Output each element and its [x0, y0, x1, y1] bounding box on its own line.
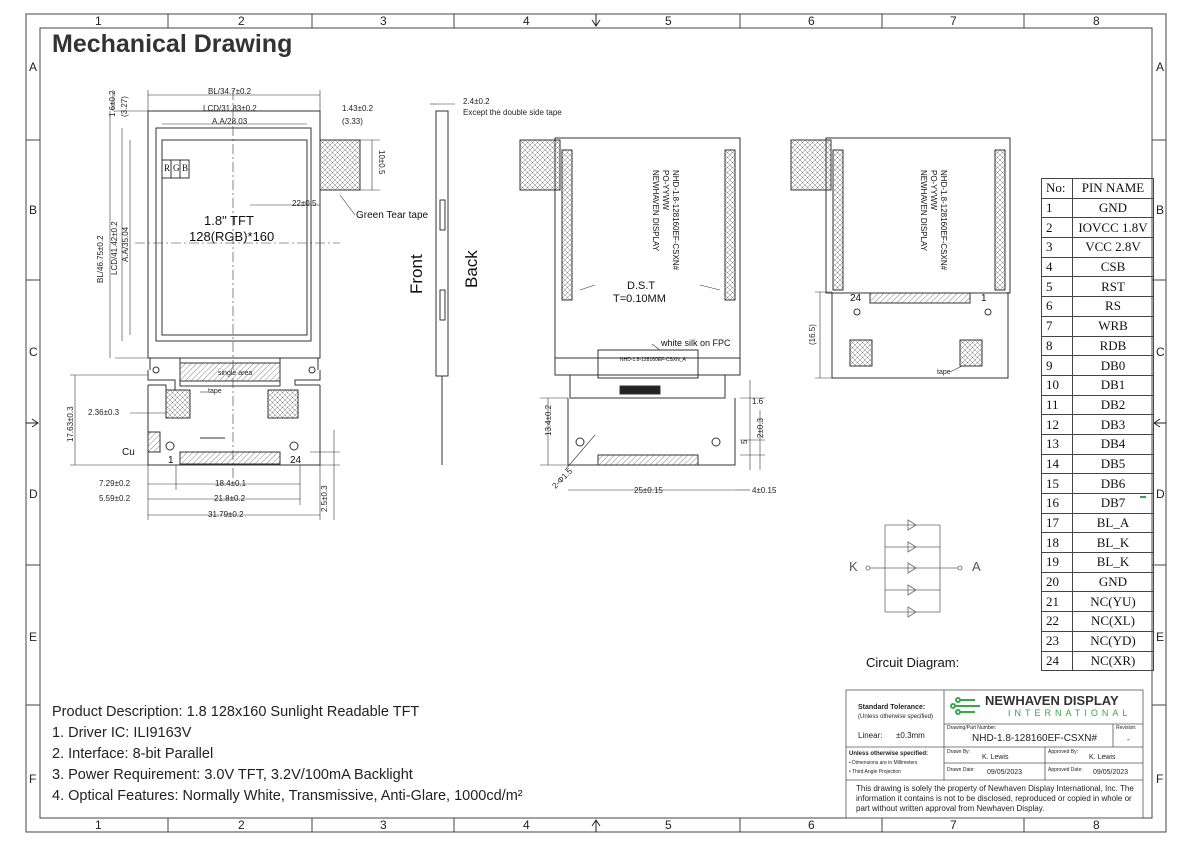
dim-aa-height: A.A/35.04 — [121, 226, 130, 262]
dim-back-h1: 13.4±0.2 — [544, 404, 553, 436]
dim-hole: 2-Φ1.5 — [550, 466, 575, 491]
dim-back-w1: 25±0.15 — [634, 486, 663, 495]
circuit-a-label: A — [972, 559, 981, 574]
approved-by: K. Lewis — [1089, 754, 1116, 761]
ownership-notice: This drawing is solely the property of Newhaven Display International, Inc. The information it contains is not to be disclosed, reproduced or copied in whole or part without written approval from Newhaven Display. — [856, 784, 1134, 813]
row-label: A — [29, 60, 38, 74]
col-label: 6 — [808, 818, 815, 832]
pin-name: NC(XL) — [1073, 612, 1154, 632]
row-label: C — [29, 345, 38, 359]
description-item: 4. Optical Features: Normally White, Transmissive, Anti-Glare, 1000cd/m² — [52, 788, 523, 804]
dim-back-v2: 5 — [740, 439, 749, 444]
rgb-g: G — [173, 163, 180, 173]
col-label: 2 — [238, 818, 245, 832]
std-tolerance-note: (Unless otherwise specified) — [858, 714, 934, 720]
description-item: 3. Power Requirement: 3.0V TFT, 3.2V/100mA Backlight — [52, 767, 413, 783]
dim-right-offset: 1.43±0.2 — [342, 104, 374, 113]
row-label: C — [1156, 345, 1165, 359]
pin-1-label: 1 — [168, 455, 174, 466]
pin-number: 17 — [1042, 513, 1073, 533]
back2-dim: (16.5) — [808, 324, 817, 345]
back-label: Back — [462, 250, 481, 288]
dim-lcd-height: LCD/41.42±0.2 — [110, 221, 119, 275]
pin-name: BL_A — [1073, 513, 1154, 533]
pin-number: 5 — [1042, 277, 1073, 297]
pin-number: 6 — [1042, 297, 1073, 317]
description-item: 1. Driver IC: ILI9163V — [52, 725, 192, 741]
rgb-r: R — [164, 163, 171, 173]
drawing-number: NHD-1.8-128160EF-CSXN# — [972, 733, 1098, 744]
dim-d6: 2.5±0.3 — [320, 485, 329, 512]
dim-top-offset: 1.6±0.2 — [108, 90, 117, 117]
col-label: 5 — [665, 14, 672, 28]
pin-name: DB0 — [1073, 356, 1154, 376]
pin-name: BL_K — [1073, 553, 1154, 573]
pin-number: 4 — [1042, 257, 1073, 277]
back-brand: NEWHAVEN DISPLAY — [651, 170, 660, 252]
pin-name: IOVCC 1.8V — [1073, 218, 1154, 238]
dim-fpc-height: 17.63±0.3 — [66, 406, 75, 442]
back-po: PO-YYWW — [661, 170, 670, 210]
pin-number: 14 — [1042, 454, 1073, 474]
row-label: B — [29, 203, 38, 217]
pin-number: 7 — [1042, 316, 1073, 336]
green-tape-label: Green Tear tape — [356, 210, 429, 221]
dim-bl-height: BL/46.75±0.2 — [96, 235, 105, 283]
pin-name: BL_K — [1073, 533, 1154, 553]
col-label: 8 — [1093, 14, 1100, 28]
circuit-diagram-label: Circuit Diagram: — [866, 655, 960, 670]
row-label: A — [1156, 60, 1165, 74]
back-part: NHD-1.8-128160EF-CSXN# — [671, 170, 680, 271]
approved-date-label: Approved Date: — [1048, 767, 1083, 773]
cu-label: Cu — [122, 447, 135, 458]
description-item: 2. Interface: 8-bit Parallel — [52, 746, 214, 762]
pin-name: RST — [1073, 277, 1154, 297]
row-label: F — [29, 772, 37, 786]
circuit-k-label: K — [849, 559, 858, 574]
revision-label: Revision: — [1116, 725, 1137, 731]
row-label: E — [1156, 630, 1165, 644]
unless-specified-label: Unless otherwise specified: — [849, 751, 929, 757]
col-label: 7 — [950, 14, 957, 28]
pin-name: DB1 — [1073, 375, 1154, 395]
dim-right-offset2: (3.33) — [342, 117, 363, 126]
dim-d3: 5.59±0.2 — [99, 494, 131, 503]
dim-d4: 21.8±0.2 — [214, 494, 246, 503]
pin-name: DB3 — [1073, 415, 1154, 435]
dim-back-v1: 1.6 — [752, 397, 764, 406]
pin-name: CSB — [1073, 257, 1154, 277]
linear-label: Linear: — [858, 731, 883, 740]
dim-bl-width: BL/34.7±0.2 — [208, 87, 252, 96]
dim-top-offset2: (3.27) — [120, 96, 129, 117]
std-tolerance-label: Standard Tolerance: — [858, 704, 926, 711]
row-label: D — [29, 487, 38, 501]
dim-d1: 7.29±0.2 — [99, 479, 131, 488]
col-label: 4 — [523, 14, 530, 28]
col-label: 1 — [95, 818, 102, 832]
pin-name: DB2 — [1073, 395, 1154, 415]
dim-tape-offset: 2.36±0.3 — [88, 408, 120, 417]
silk-text: NHD-1.8-128160EF-CSXN_A — [620, 357, 686, 363]
pin-name: DB6 — [1073, 474, 1154, 494]
front-label: Front — [407, 254, 426, 294]
units-note: • Dimensions are in Millimeters — [849, 760, 918, 766]
single-area-label: single area — [218, 370, 253, 377]
dim-d5: 31.79±0.2 — [208, 510, 244, 519]
dim-tape-width: 22±0.5 — [292, 199, 317, 208]
col-label: 3 — [380, 818, 387, 832]
projection-note: • Third Angle Projection — [849, 769, 901, 775]
pin-name: VCC 2.8V — [1073, 238, 1154, 258]
pin-name: GND — [1073, 198, 1154, 218]
pin-24-label: 24 — [290, 455, 302, 466]
drawn-by: K. Lewis — [982, 754, 1009, 761]
pin-number: 21 — [1042, 592, 1073, 612]
pin-number: 24 — [1042, 651, 1073, 671]
pin-number: 20 — [1042, 572, 1073, 592]
approved-date: 09/05/2023 — [1093, 769, 1129, 776]
pin-name: WRB — [1073, 316, 1154, 336]
panel-size-label: 1.8" TFT — [204, 213, 254, 228]
pin-number: 12 — [1042, 415, 1073, 435]
col-label: 5 — [665, 818, 672, 832]
white-silk-label: white silk on FPC — [661, 338, 731, 348]
company-logo-text: NEWHAVEN DISPLAY — [985, 693, 1119, 708]
panel-resolution-label: 128(RGB)*160 — [189, 229, 275, 244]
pin-name: RS — [1073, 297, 1154, 317]
dim-lcd-width: LCD/31.83±0.2 — [203, 104, 257, 113]
page-title: Mechanical Drawing — [52, 30, 293, 58]
pin-number: 8 — [1042, 336, 1073, 356]
back2-tape-label: tape — [937, 369, 951, 376]
row-label: E — [29, 630, 38, 644]
linear-value: ±0.3mm — [896, 731, 925, 740]
dim-back-w2: 4±0.15 — [752, 486, 777, 495]
drawn-date: 09/05/2023 — [987, 769, 1023, 776]
pin-number: 11 — [1042, 395, 1073, 415]
col-label: 7 — [950, 818, 957, 832]
row-label: F — [1156, 772, 1164, 786]
col-label: 2 — [238, 14, 245, 28]
pin-no-header: No: — [1042, 179, 1073, 199]
drawing-number-label: Drawing/Part Number: — [947, 725, 997, 731]
dim-back-v3: 2±0.3 — [756, 418, 765, 438]
pin-name-header: PIN NAME — [1073, 179, 1154, 199]
back2-pin-1: 1 — [981, 293, 987, 304]
back2-brand: NEWHAVEN DISPLAY — [919, 170, 928, 252]
col-label: 3 — [380, 14, 387, 28]
drawn-date-label: Drawn Date: — [947, 767, 975, 773]
pin-name: RDB — [1073, 336, 1154, 356]
pin-name: NC(YU) — [1073, 592, 1154, 612]
pin-name: DB7 — [1073, 494, 1154, 514]
row-label: D — [1156, 487, 1165, 501]
pin-number: 9 — [1042, 356, 1073, 376]
revision-value: - — [1127, 735, 1130, 744]
pin-number: 18 — [1042, 533, 1073, 553]
pin-name: GND — [1073, 572, 1154, 592]
tape-label: tape — [208, 388, 222, 395]
back2-po: PO-YYWW — [929, 170, 938, 210]
drawn-by-label: Drawn By: — [947, 749, 971, 755]
row-label: B — [1156, 203, 1165, 217]
back2-pin-24: 24 — [850, 293, 862, 304]
side-thickness-dim: 2.4±0.2 — [463, 97, 490, 106]
approved-by-label: Approved By: — [1048, 749, 1079, 755]
pin-number: 3 — [1042, 238, 1073, 258]
col-label: 1 — [95, 14, 102, 28]
pin-name: NC(YD) — [1073, 631, 1154, 651]
pin-number: 2 — [1042, 218, 1073, 238]
pin-number: 16 — [1042, 494, 1073, 514]
dst-label: D.S.T — [627, 280, 656, 292]
rgb-b: B — [182, 163, 189, 173]
col-label: 8 — [1093, 818, 1100, 832]
col-label: 6 — [808, 14, 815, 28]
pin-number: 19 — [1042, 553, 1073, 573]
pin-number: 13 — [1042, 434, 1073, 454]
dim-aa-width: A.A/28.03 — [212, 117, 248, 126]
pin-number: 23 — [1042, 631, 1073, 651]
pin-number: 1 — [1042, 198, 1073, 218]
dim-d2: 18.4±0.1 — [215, 479, 247, 488]
pin-name: DB4 — [1073, 434, 1154, 454]
pin-name: NC(XR) — [1073, 651, 1154, 671]
pin-number: 22 — [1042, 612, 1073, 632]
company-logo-sub: INTERNATIONAL — [1008, 708, 1132, 718]
col-label: 4 — [523, 818, 530, 832]
dim-tape-height: 10±0.5 — [377, 150, 386, 175]
pin-number: 10 — [1042, 375, 1073, 395]
dst-thickness: T=0.10MM — [613, 293, 666, 305]
pin-name: DB5 — [1073, 454, 1154, 474]
back2-part: NHD-1.8-128160EF-CSXN# — [939, 170, 948, 271]
side-thickness-note: Except the double side tape — [463, 108, 562, 117]
product-description-title: Product Description: 1.8 128x160 Sunlight Readable TFT — [52, 704, 420, 720]
pin-number: 15 — [1042, 474, 1073, 494]
